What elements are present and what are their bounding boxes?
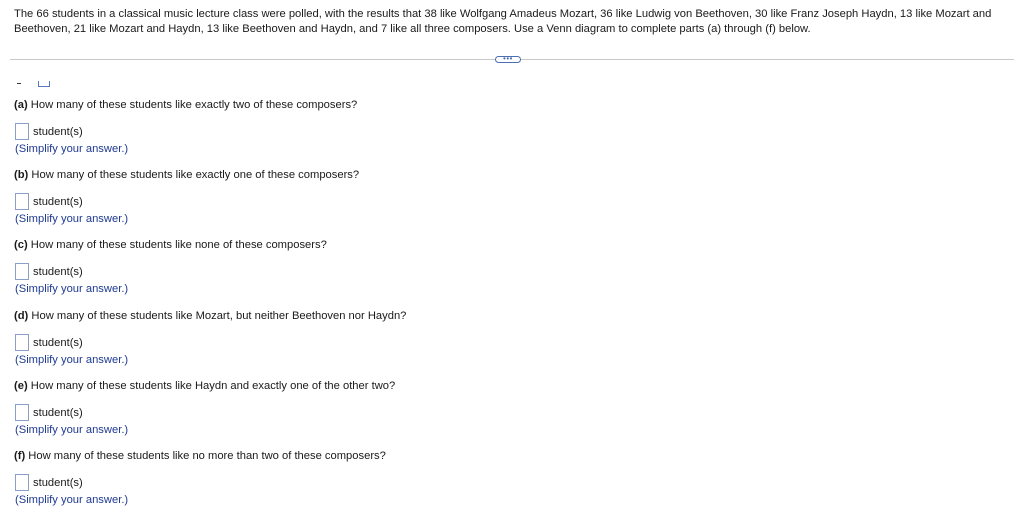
part-label: (c) — [14, 239, 28, 251]
part-label: (b) — [14, 169, 29, 181]
answer-row — [15, 193, 83, 210]
minus-icon[interactable] — [17, 83, 21, 84]
simplify-hint: (Simplify your answer.) — [15, 143, 129, 155]
part-label: (f) — [14, 450, 26, 462]
simplify-hint: (Simplify your answer.) — [15, 424, 129, 436]
unit-label: student(s) — [33, 265, 83, 278]
answer-row — [15, 474, 83, 491]
answer-input[interactable] — [15, 334, 29, 351]
answer-input[interactable] — [15, 474, 29, 491]
answer-input[interactable] — [15, 263, 29, 280]
part-c — [14, 238, 714, 295]
simplify-hint: (Simplify your answer.) — [15, 213, 129, 225]
question-body: How many of these students like no more than two of these composers? — [25, 450, 386, 462]
section-divider — [10, 55, 1014, 61]
answer-row — [15, 334, 83, 351]
unit-label: student(s) — [33, 406, 83, 419]
unit-label: student(s) — [33, 125, 83, 138]
more-options-button[interactable] — [495, 56, 521, 63]
question-text — [14, 379, 714, 393]
unit-label: student(s) — [33, 195, 83, 208]
question-text — [14, 168, 714, 182]
question-body: How many of these students like exactly one of these composers? — [28, 169, 360, 181]
answer-input[interactable] — [15, 193, 29, 210]
answer-input[interactable] — [15, 123, 29, 140]
part-label: (d) — [14, 310, 29, 322]
question-body: How many of these students like exactly two of these composers? — [27, 99, 358, 111]
question-text — [14, 238, 714, 252]
answer-row — [15, 404, 83, 421]
simplify-hint: (Simplify your answer.) — [15, 283, 129, 295]
question-text — [14, 309, 714, 323]
part-label: (e) — [14, 380, 28, 392]
part-d — [14, 309, 714, 366]
problem-statement: The 66 students in a classical music lecture class were polled, with the results that 38 like Wolfgang Amadeus Mozart, 36 like Ludwig von Beethoven, 30 like Franz Joseph Haydn, 13 like Mozart and Beethoven, 21 like Mozart and Haydn, 13 like Beethoven and Haydn, and 7 like all three composers. Use a Venn diagram to complete parts (a) through (f) below. — [14, 8, 992, 35]
question-body: How many of these students like none of these composers? — [27, 239, 327, 251]
simplify-hint: (Simplify your answer.) — [15, 494, 129, 506]
simplify-hint: (Simplify your answer.) — [15, 354, 129, 366]
question-text — [14, 449, 714, 463]
answer-input[interactable] — [15, 404, 29, 421]
answer-format-icon[interactable] — [38, 81, 50, 87]
part-a — [14, 98, 714, 155]
question-body: How many of these students like Haydn and exactly one of the other two? — [27, 380, 396, 392]
part-e — [14, 379, 714, 436]
question-body: How many of these students like Mozart, but neither Beethoven nor Haydn? — [28, 310, 407, 322]
ellipsis-icon: ••• — [503, 55, 513, 61]
answer-row — [15, 263, 83, 280]
answer-tools — [17, 78, 57, 90]
part-label: (a) — [14, 99, 28, 111]
question-text — [14, 98, 714, 112]
answer-row — [15, 123, 83, 140]
unit-label: student(s) — [33, 476, 83, 489]
unit-label: student(s) — [33, 336, 83, 349]
part-b — [14, 168, 714, 225]
part-f — [14, 449, 714, 506]
